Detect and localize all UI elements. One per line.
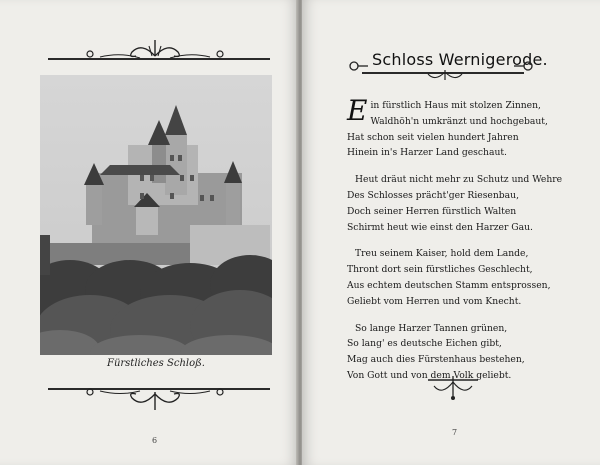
poem-line: Thront dort sein fürstliches Geschlecht, <box>347 264 533 276</box>
poem-line: So lang' es deutsche Eichen gibt, <box>347 338 502 350</box>
photo-caption: Fürstliches Schloß. <box>107 358 205 369</box>
poem-line: Des Schlosses prächt'ger Riesenbau, <box>347 189 519 201</box>
title-underline-ornament-icon <box>420 70 470 82</box>
poem-line: Doch seiner Herren fürstlich Walten <box>347 205 517 217</box>
poem-line: Geliebt vom Herren und vom Knecht. <box>347 295 522 307</box>
poem-title: Schloss Wernigerode. <box>372 50 548 69</box>
stanza-1 <box>347 94 587 161</box>
poem-line: Von Gott und von dem Volk geliebt. <box>347 369 512 381</box>
poem-line: Heut dräut nicht mehr zu Schutz und Wehre <box>355 174 563 186</box>
page-number-left: 6 <box>152 436 158 445</box>
poem-line: Waldhöh'n umkränzt und hochgebaut, <box>370 115 548 127</box>
poem-line: Schirmt heut wie einst den Harzer Gau. <box>347 221 533 233</box>
poem-line: Treu seinem Kaiser, hold dem Lande, <box>355 248 529 260</box>
page-number-right: 7 <box>452 428 458 437</box>
left-page <box>0 0 298 465</box>
poem-text <box>347 94 587 395</box>
poem-line: in fürstlich Haus mit stolzen Zinnen, <box>370 100 541 111</box>
poem-line: Hinein in's Harzer Land geschaut. <box>347 147 507 159</box>
drop-cap: E <box>347 94 368 127</box>
stanza-3 <box>347 246 587 309</box>
poem-line: Mag auch dies Fürstenhaus bestehen, <box>347 354 525 366</box>
castle-image-icon <box>40 75 272 355</box>
right-bottom-ornament-icon <box>428 374 478 402</box>
poem-line: Hat schon seit vielen hundert Jahren <box>347 131 519 143</box>
poem-line: So lange Harzer Tannen grünen, <box>355 322 508 334</box>
stanza-2 <box>347 172 587 235</box>
poem-line: Aus echtem deutschen Stamm entsprossen, <box>347 279 551 291</box>
top-ornament-icon <box>80 38 230 62</box>
bottom-ornament-icon <box>80 388 230 414</box>
castle-photo <box>40 75 272 355</box>
